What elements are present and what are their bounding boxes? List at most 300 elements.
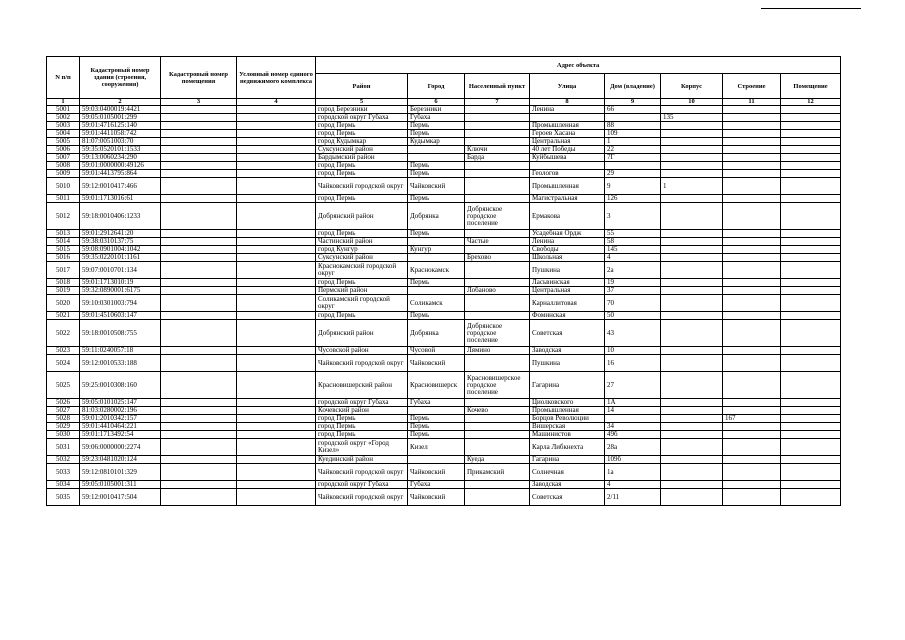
building-cell: [723, 295, 781, 312]
street-cell: 40 лет Победы: [530, 146, 605, 154]
cadastral-room-cell: [161, 456, 237, 464]
row-number-cell: 5024: [47, 355, 80, 372]
building-cell: [723, 246, 781, 254]
locality-cell: [465, 415, 530, 423]
house-cell: 1: [605, 138, 661, 146]
building-cell: [723, 178, 781, 195]
conditional-number-cell: [237, 295, 316, 312]
locality-cell: [465, 230, 530, 238]
cadastral-room-cell: [161, 372, 237, 399]
building-cell: [723, 464, 781, 481]
locality-cell: [465, 489, 530, 506]
conditional-number-cell: [237, 162, 316, 170]
house-cell: 145: [605, 246, 661, 254]
table-row: [47, 262, 841, 279]
cadastral-number-cell: 59:01:0000000:49126: [80, 162, 161, 170]
street-cell: Промышленная: [530, 178, 605, 195]
table-row: [47, 230, 841, 238]
conditional-number-cell: [237, 312, 316, 320]
cadastral-room-cell: [161, 295, 237, 312]
table-row: [47, 178, 841, 195]
cadastral-room-cell: [161, 481, 237, 489]
locality-cell: [465, 431, 530, 439]
cadastral-number-cell: 59:23:0481020:124: [80, 456, 161, 464]
cadastral-room-cell: [161, 439, 237, 456]
conditional-number-cell: [237, 464, 316, 481]
cadastral-room-cell: [161, 262, 237, 279]
room-cell: [781, 138, 841, 146]
street-cell: Ермакова: [530, 203, 605, 230]
street-cell: Гагарина: [530, 456, 605, 464]
house-cell: 19: [605, 279, 661, 287]
column-number: 5: [316, 99, 408, 106]
row-number-cell: 5020: [47, 295, 80, 312]
room-cell: [781, 464, 841, 481]
city-cell: [408, 238, 465, 246]
locality-cell: [465, 481, 530, 489]
room-cell: [781, 320, 841, 347]
room-cell: [781, 146, 841, 154]
house-cell: 2/11: [605, 489, 661, 506]
conditional-number-cell: [237, 230, 316, 238]
locality-cell: [465, 114, 530, 122]
row-number-cell: 5011: [47, 195, 80, 203]
street-cell: Карла Либкнехта: [530, 439, 605, 456]
row-number-cell: 5023: [47, 347, 80, 355]
city-cell: Губаха: [408, 481, 465, 489]
district-cell: городской округ Губаха: [316, 481, 408, 489]
city-cell: Чайковский: [408, 489, 465, 506]
house-cell: 66: [605, 106, 661, 114]
table-row: [47, 114, 841, 122]
korpus-cell: [661, 431, 723, 439]
district-cell: Кочевский район: [316, 407, 408, 415]
room-cell: [781, 122, 841, 130]
room-cell: [781, 162, 841, 170]
street-cell: Школьная: [530, 254, 605, 262]
room-cell: [781, 262, 841, 279]
room-cell: [781, 439, 841, 456]
row-number-cell: 5004: [47, 130, 80, 138]
table-row: [47, 355, 841, 372]
korpus-cell: 1: [661, 178, 723, 195]
street-cell: Героев Хасана: [530, 130, 605, 138]
building-cell: [723, 254, 781, 262]
house-cell: 1а: [605, 464, 661, 481]
korpus-cell: [661, 162, 723, 170]
district-cell: Пермский район: [316, 287, 408, 295]
house-cell: 7Г: [605, 154, 661, 162]
korpus-cell: [661, 372, 723, 399]
city-cell: Чусовой: [408, 347, 465, 355]
city-cell: [408, 287, 465, 295]
korpus-cell: [661, 415, 723, 423]
header-conditional-number: Условный номер единого недвижимого комплекса: [237, 57, 316, 99]
conditional-number-cell: [237, 439, 316, 456]
city-cell: [408, 154, 465, 162]
table-row: [47, 464, 841, 481]
cadastral-number-cell: 59:12:0010417:504: [80, 489, 161, 506]
cadastral-number-cell: 59:01:1713492:54: [80, 431, 161, 439]
cadastral-number-cell: 81:07:0051003:70: [80, 138, 161, 146]
row-number-cell: 5031: [47, 439, 80, 456]
room-cell: [781, 415, 841, 423]
building-cell: [723, 320, 781, 347]
cadastral-number-cell: 59:10:0301003:794: [80, 295, 161, 312]
table-row: [47, 415, 841, 423]
building-cell: [723, 203, 781, 230]
korpus-cell: [661, 254, 723, 262]
conditional-number-cell: [237, 279, 316, 287]
city-cell: Пермь: [408, 415, 465, 423]
house-cell: 4: [605, 481, 661, 489]
cadastral-number-cell: 59:06:0000000:2274: [80, 439, 161, 456]
cadastral-room-cell: [161, 146, 237, 154]
conditional-number-cell: [237, 138, 316, 146]
cadastral-number-cell: 59:12:0010417:466: [80, 178, 161, 195]
korpus-cell: 135: [661, 114, 723, 122]
cadastral-room-cell: [161, 230, 237, 238]
room-cell: [781, 423, 841, 431]
locality-cell: Лямино: [465, 347, 530, 355]
city-cell: Чайковский: [408, 464, 465, 481]
city-cell: Пермь: [408, 423, 465, 431]
table-row: [47, 195, 841, 203]
row-number-cell: 5018: [47, 279, 80, 287]
city-cell: Губаха: [408, 114, 465, 122]
locality-cell: Брехово: [465, 254, 530, 262]
district-cell: Добрянский район: [316, 320, 408, 347]
house-cell: 70: [605, 295, 661, 312]
street-cell: Машинистов: [530, 431, 605, 439]
room-cell: [781, 130, 841, 138]
locality-cell: [465, 195, 530, 203]
city-cell: Кудымкар: [408, 138, 465, 146]
building-cell: [723, 230, 781, 238]
street-cell: Советская: [530, 489, 605, 506]
korpus-cell: [661, 262, 723, 279]
locality-cell: [465, 162, 530, 170]
district-cell: Чайковский городской округ: [316, 464, 408, 481]
conditional-number-cell: [237, 106, 316, 114]
house-cell: 28а: [605, 439, 661, 456]
conditional-number-cell: [237, 423, 316, 431]
street-cell: Пушкина: [530, 262, 605, 279]
conditional-number-cell: [237, 431, 316, 439]
city-cell: Пермь: [408, 195, 465, 203]
street-cell: Солнечная: [530, 464, 605, 481]
header-street: Улица: [530, 74, 605, 99]
header-cadastral-room: Кадастровый номер помещения: [161, 57, 237, 99]
conditional-number-cell: [237, 407, 316, 415]
header-building: Строение: [723, 74, 781, 99]
conditional-number-cell: [237, 146, 316, 154]
conditional-number-cell: [237, 456, 316, 464]
house-cell: 109б: [605, 456, 661, 464]
district-cell: город Пермь: [316, 122, 408, 130]
header-room: Помещение: [781, 74, 841, 99]
row-number-cell: 5016: [47, 254, 80, 262]
building-cell: [723, 407, 781, 415]
cadastral-room-cell: [161, 279, 237, 287]
column-number: 10: [661, 99, 723, 106]
table-row: [47, 320, 841, 347]
cadastral-room-cell: [161, 154, 237, 162]
street-cell: Усадебная Ордж: [530, 230, 605, 238]
cadastral-room-cell: [161, 431, 237, 439]
table-row: [47, 138, 841, 146]
city-cell: Добрянка: [408, 203, 465, 230]
table-row: [47, 423, 841, 431]
cadastral-number-cell: 59:01:4411058:742: [80, 130, 161, 138]
district-cell: городской округ Губаха: [316, 114, 408, 122]
locality-cell: Прикамский: [465, 464, 530, 481]
street-cell: [530, 162, 605, 170]
street-cell: Вишерская: [530, 423, 605, 431]
locality-cell: Лобаново: [465, 287, 530, 295]
page-edge-line: [761, 0, 861, 9]
conditional-number-cell: [237, 178, 316, 195]
city-cell: [408, 146, 465, 154]
house-cell: 34: [605, 423, 661, 431]
locality-cell: [465, 312, 530, 320]
city-cell: [408, 407, 465, 415]
house-cell: 50: [605, 312, 661, 320]
row-number-cell: 5012: [47, 203, 80, 230]
house-cell: 2а: [605, 262, 661, 279]
row-number-cell: 5002: [47, 114, 80, 122]
district-cell: город Пермь: [316, 130, 408, 138]
korpus-cell: [661, 399, 723, 407]
korpus-cell: [661, 464, 723, 481]
korpus-cell: [661, 456, 723, 464]
locality-cell: [465, 170, 530, 178]
table-row: [47, 312, 841, 320]
city-cell: Пермь: [408, 279, 465, 287]
locality-cell: [465, 138, 530, 146]
room-cell: [781, 355, 841, 372]
building-cell: 167: [723, 415, 781, 423]
row-number-cell: 5034: [47, 481, 80, 489]
korpus-cell: [661, 170, 723, 178]
locality-cell: Кочево: [465, 407, 530, 415]
house-cell: [605, 415, 661, 423]
cadastral-number-cell: 59:32:0890001:6175: [80, 287, 161, 295]
locality-cell: Частые: [465, 238, 530, 246]
cadastral-room-cell: [161, 170, 237, 178]
street-cell: Ласьвинская: [530, 279, 605, 287]
room-cell: [781, 481, 841, 489]
district-cell: город Березники: [316, 106, 408, 114]
korpus-cell: [661, 347, 723, 355]
korpus-cell: [661, 439, 723, 456]
header-city: Город: [408, 74, 465, 99]
room-cell: [781, 279, 841, 287]
row-number-cell: 5019: [47, 287, 80, 295]
cadastral-room-cell: [161, 489, 237, 506]
korpus-cell: [661, 355, 723, 372]
city-cell: Пермь: [408, 162, 465, 170]
building-cell: [723, 114, 781, 122]
table-row: [47, 456, 841, 464]
cadastral-number-cell: 59:07:0010701:134: [80, 262, 161, 279]
cadastral-number-cell: 59:01:2010342:157: [80, 415, 161, 423]
house-cell: 29: [605, 170, 661, 178]
street-cell: [530, 114, 605, 122]
conditional-number-cell: [237, 154, 316, 162]
cadastral-room-cell: [161, 138, 237, 146]
street-cell: Советская: [530, 320, 605, 347]
locality-cell: Добрянское городское поселение: [465, 320, 530, 347]
cadastral-room-cell: [161, 347, 237, 355]
district-cell: Чайковский городской округ: [316, 489, 408, 506]
cadastral-room-cell: [161, 287, 237, 295]
room-cell: [781, 254, 841, 262]
city-cell: Соликамск: [408, 295, 465, 312]
table-row: [47, 407, 841, 415]
cadastral-room-cell: [161, 122, 237, 130]
row-number-cell: 5005: [47, 138, 80, 146]
table-row: [47, 246, 841, 254]
building-cell: [723, 195, 781, 203]
locality-cell: [465, 279, 530, 287]
table-row: [47, 481, 841, 489]
row-number-cell: 5013: [47, 230, 80, 238]
building-cell: [723, 238, 781, 246]
table-row: [47, 372, 841, 399]
street-cell: Ленина: [530, 238, 605, 246]
document-page: [46, 56, 840, 506]
room-cell: [781, 489, 841, 506]
column-number: 7: [465, 99, 530, 106]
cadastral-room-cell: [161, 407, 237, 415]
locality-cell: [465, 262, 530, 279]
table-row: [47, 130, 841, 138]
district-cell: Соликамский городской округ: [316, 295, 408, 312]
building-cell: [723, 170, 781, 178]
street-cell: Свободы: [530, 246, 605, 254]
cadastral-number-cell: 59:05:0101025:147: [80, 399, 161, 407]
korpus-cell: [661, 295, 723, 312]
column-number: 4: [237, 99, 316, 106]
header-korpus: Корпус: [661, 74, 723, 99]
cadastral-room-cell: [161, 178, 237, 195]
building-cell: [723, 489, 781, 506]
district-cell: город Кунгур: [316, 246, 408, 254]
city-cell: Чайковский: [408, 178, 465, 195]
district-cell: город Пермь: [316, 170, 408, 178]
cadastral-number-cell: 59:01:1713016:61: [80, 195, 161, 203]
street-cell: Борцов Революции: [530, 415, 605, 423]
cadastral-number-cell: 59:38:0310137:75: [80, 238, 161, 246]
row-number-cell: 5026: [47, 399, 80, 407]
building-cell: [723, 312, 781, 320]
conditional-number-cell: [237, 372, 316, 399]
cadastral-room-cell: [161, 464, 237, 481]
room-cell: [781, 178, 841, 195]
house-cell: 49б: [605, 431, 661, 439]
city-cell: Губаха: [408, 399, 465, 407]
room-cell: [781, 295, 841, 312]
table-row: [47, 295, 841, 312]
korpus-cell: [661, 122, 723, 130]
locality-cell: Барда: [465, 154, 530, 162]
conditional-number-cell: [237, 287, 316, 295]
district-cell: Чайковский городской округ: [316, 355, 408, 372]
row-number-cell: 5027: [47, 407, 80, 415]
table-row: [47, 279, 841, 287]
conditional-number-cell: [237, 203, 316, 230]
house-cell: 55: [605, 230, 661, 238]
row-number-cell: 5008: [47, 162, 80, 170]
row-number-cell: 5001: [47, 106, 80, 114]
header-address-group: Адрес объекта: [316, 57, 841, 74]
city-cell: Чайковский: [408, 355, 465, 372]
district-cell: город Пермь: [316, 162, 408, 170]
conditional-number-cell: [237, 262, 316, 279]
header-cadastral-building: Кадастровый номер здания (строения, сооружения): [80, 57, 161, 99]
district-cell: Суксунский район: [316, 254, 408, 262]
row-number-cell: 5030: [47, 431, 80, 439]
column-number: 12: [781, 99, 841, 106]
district-cell: Добрянский район: [316, 203, 408, 230]
cadastral-number-cell: 59:12:0010533:188: [80, 355, 161, 372]
table-row: [47, 399, 841, 407]
cadastral-room-cell: [161, 423, 237, 431]
building-cell: [723, 431, 781, 439]
cadastral-number-cell: 59:08:0901004:1042: [80, 246, 161, 254]
house-cell: 22: [605, 146, 661, 154]
korpus-cell: [661, 320, 723, 347]
city-cell: Пермь: [408, 230, 465, 238]
row-number-cell: 5025: [47, 372, 80, 399]
conditional-number-cell: [237, 195, 316, 203]
building-cell: [723, 106, 781, 114]
conditional-number-cell: [237, 122, 316, 130]
room-cell: [781, 287, 841, 295]
room-cell: [781, 203, 841, 230]
city-cell: Пермь: [408, 130, 465, 138]
cadastral-room-cell: [161, 238, 237, 246]
building-cell: [723, 439, 781, 456]
district-cell: Бардымский район: [316, 154, 408, 162]
column-number: 9: [605, 99, 661, 106]
building-cell: [723, 399, 781, 407]
cadastral-number-cell: 59:01:4410464:221: [80, 423, 161, 431]
table-body: [47, 106, 841, 506]
cadastral-number-cell: 59:01:1713010:19: [80, 279, 161, 287]
district-cell: Краснокамский городской округ: [316, 262, 408, 279]
cadastral-room-cell: [161, 246, 237, 254]
cadastral-room-cell: [161, 203, 237, 230]
conditional-number-cell: [237, 114, 316, 122]
house-cell: [605, 114, 661, 122]
locality-cell: [465, 178, 530, 195]
row-number-cell: 5035: [47, 489, 80, 506]
room-cell: [781, 456, 841, 464]
street-cell: Промышленная: [530, 407, 605, 415]
table-row: [47, 431, 841, 439]
cadastral-room-cell: [161, 106, 237, 114]
conditional-number-cell: [237, 481, 316, 489]
street-cell: Пушкина: [530, 355, 605, 372]
street-cell: Карналлитовая: [530, 295, 605, 312]
conditional-number-cell: [237, 347, 316, 355]
building-cell: [723, 355, 781, 372]
building-cell: [723, 154, 781, 162]
room-cell: [781, 230, 841, 238]
table-row: [47, 203, 841, 230]
